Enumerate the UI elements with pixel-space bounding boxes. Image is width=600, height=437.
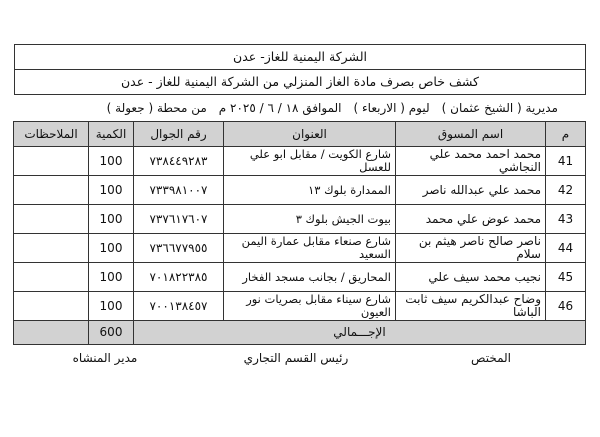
distribution-table (13, 121, 586, 345)
address: شارع صنعاء مقابل عمارة اليمن السعيد (224, 234, 396, 263)
total-notes (14, 321, 89, 345)
notes (14, 147, 89, 176)
marketer-name: محمد علي عبدالله ناصر (396, 176, 546, 205)
quantity: 100 (89, 263, 134, 292)
col-header-marketer: اسم المسوق (396, 122, 546, 147)
phone-number: ٧٠٠١٣٨٤٥٧ (134, 292, 224, 321)
signature-facility-manager: مدير المنشاه (72, 351, 138, 365)
col-header-number: م (546, 122, 586, 147)
meta-station: من محطة ( جعولة ) (106, 101, 207, 115)
table-row (14, 263, 586, 292)
table-row (14, 234, 586, 263)
report-title: كشف خاص بصرف مادة الغاز المنزلي من الشركة اليمنية للغاز - عدن (14, 70, 586, 95)
col-header-notes: الملاحظات (14, 122, 89, 147)
marketer-name: ناصر صالح ناصر هيثم بن سلام (396, 234, 546, 263)
marketer-name: نجيب محمد سيف علي (396, 263, 546, 292)
row-number: 41 (546, 147, 586, 176)
table-row (14, 205, 586, 234)
table-row (14, 147, 586, 176)
phone-number: ٧٣٦٦٧٧٩٥٥ (134, 234, 224, 263)
gas-distribution-sheet (14, 44, 586, 365)
col-header-quantity: الكمية (89, 122, 134, 147)
total-row (14, 321, 586, 345)
company-name: الشركة اليمنية للغاز- عدن (14, 44, 586, 70)
table-row (14, 292, 586, 321)
phone-number: ٧٠١٨٢٢٣٨٥ (134, 263, 224, 292)
address: الممدارة بلوك ١٣ (224, 176, 396, 205)
marketer-name: وضاح عبدالكريم سيف ثابت الباشا (396, 292, 546, 321)
row-number: 45 (546, 263, 586, 292)
address: بيوت الجيش بلوك ٣ (224, 205, 396, 234)
meta-date: الموافق ١٨ / ٦ / ٢٠٢٥ م (218, 101, 342, 115)
quantity: 100 (89, 147, 134, 176)
total-value: 600 (89, 321, 134, 345)
notes (14, 205, 89, 234)
notes (14, 176, 89, 205)
report-meta (14, 95, 586, 121)
meta-day: ليوم ( الاربعاء ) (353, 101, 430, 115)
table-header-row (14, 122, 586, 147)
row-number: 44 (546, 234, 586, 263)
quantity: 100 (89, 292, 134, 321)
marketer-name: محمد احمد محمد علي النجاشي (396, 147, 546, 176)
quantity: 100 (89, 176, 134, 205)
address: شارع الكويت / مقابل ابو علي للعسل (224, 147, 396, 176)
row-number: 43 (546, 205, 586, 234)
notes (14, 263, 89, 292)
total-label: الإجـــمالي (134, 321, 586, 345)
notes (14, 292, 89, 321)
phone-number: ٧٣٧٦١٧٦٠٧ (134, 205, 224, 234)
phone-number: ٧٣٣٩٨١٠٠٧ (134, 176, 224, 205)
address: المحاريق / بجانب مسجد الفخار (224, 263, 396, 292)
meta-district: مديرية ( الشيخ عثمان ) (441, 101, 558, 115)
signature-specialist: المختص (471, 351, 511, 365)
quantity: 100 (89, 205, 134, 234)
table-row (14, 176, 586, 205)
quantity: 100 (89, 234, 134, 263)
phone-number: ٧٣٨٤٤٩٢٨٣ (134, 147, 224, 176)
marketer-name: محمد عوض علي محمد (396, 205, 546, 234)
signature-footer (14, 351, 586, 365)
notes (14, 234, 89, 263)
row-number: 46 (546, 292, 586, 321)
address: شارع سيناء مقابل بصريات نور العيون (224, 292, 396, 321)
row-number: 42 (546, 176, 586, 205)
col-header-phone: رقم الجوال (134, 122, 224, 147)
col-header-address: العنوان (224, 122, 396, 147)
signature-commercial-head: رئيس القسم التجاري (243, 351, 349, 365)
